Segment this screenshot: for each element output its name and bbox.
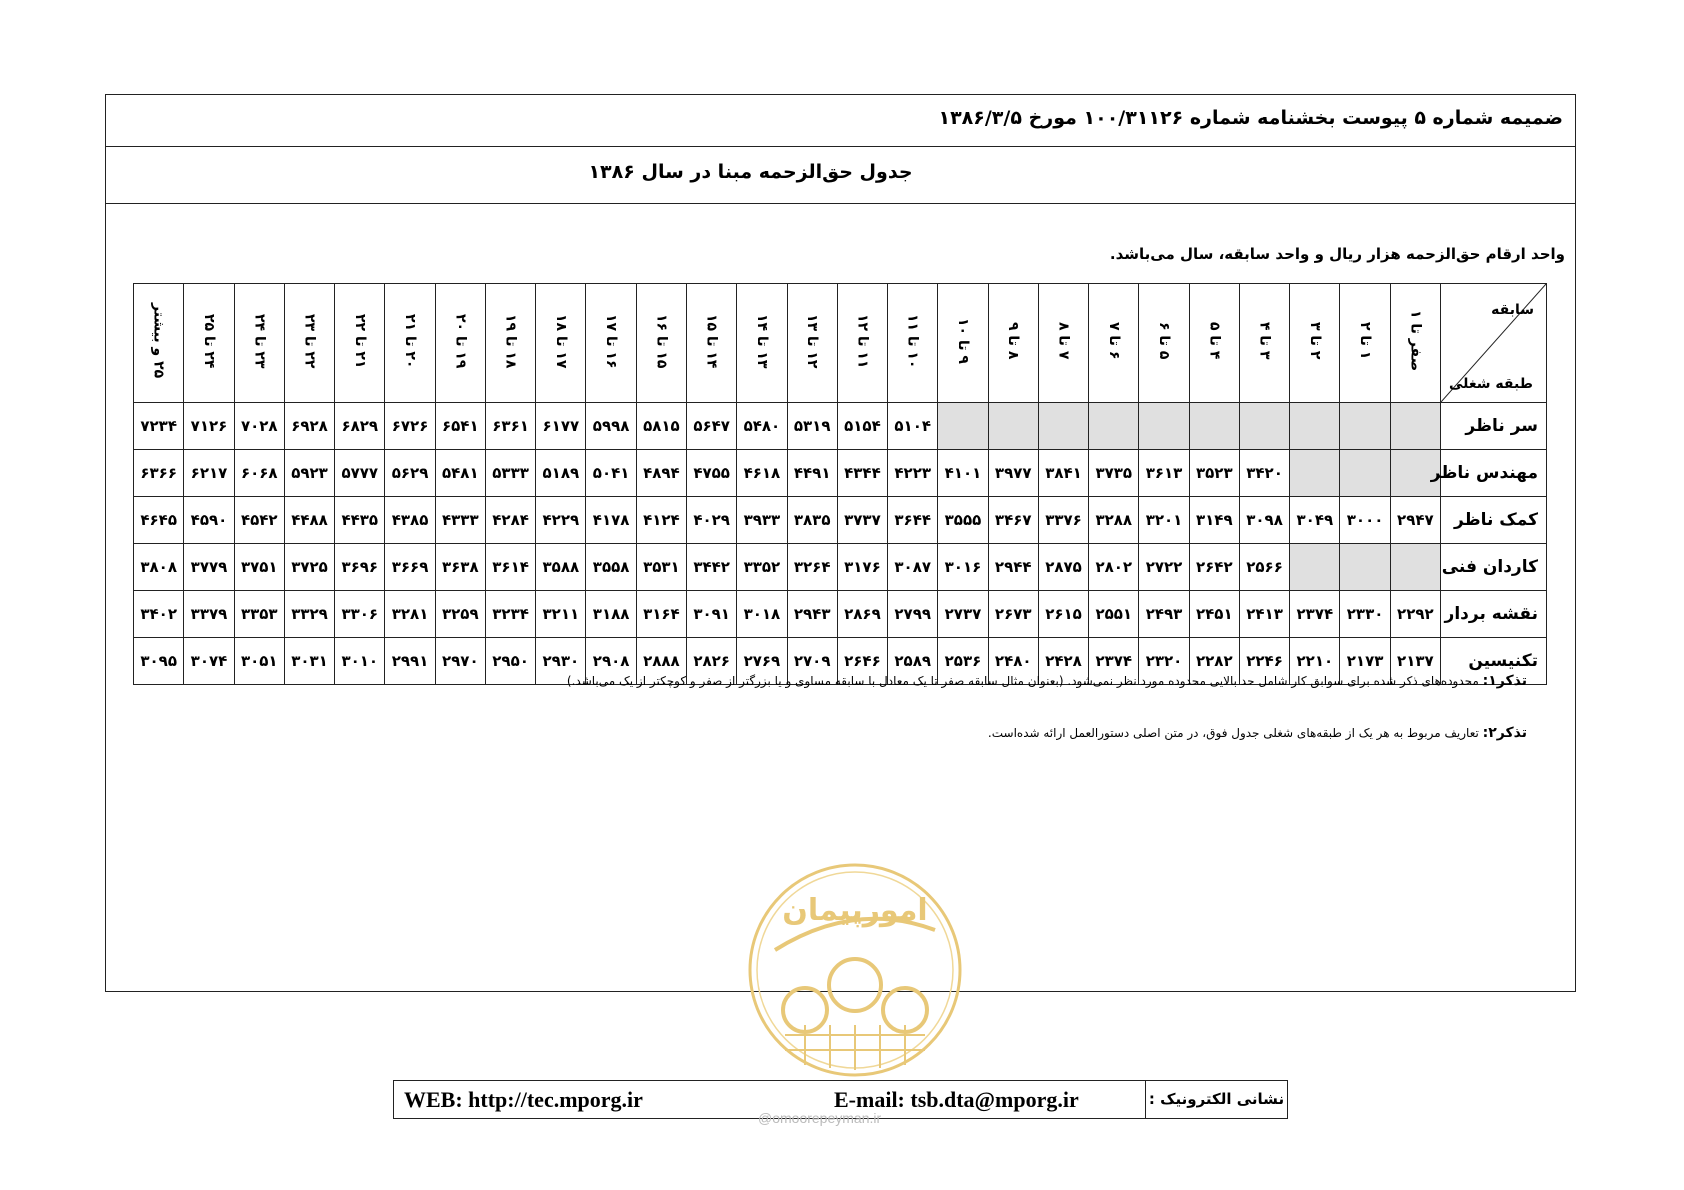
omoor-peyman-watermark-logo xyxy=(745,860,965,1080)
fee-cell: ۲۳۳۰ xyxy=(1340,591,1390,638)
fee-cell: ۲۸۲۶ xyxy=(687,638,737,685)
fee-cell: ۴۱۰۱ xyxy=(938,450,988,497)
fee-cell: ۳۷۷۹ xyxy=(184,544,234,591)
fee-cell: ۲۷۳۷ xyxy=(938,591,988,638)
fee-cell: ۳۲۵۹ xyxy=(435,591,485,638)
column-header xyxy=(134,284,184,403)
fee-cell: ۲۸۶۹ xyxy=(837,591,887,638)
column-header xyxy=(184,284,234,403)
column-header xyxy=(737,284,787,403)
fee-cell: ۲۱۳۷ xyxy=(1390,638,1440,685)
column-header xyxy=(1290,284,1340,403)
fee-cell: ۳۳۷۶ xyxy=(1038,497,1088,544)
empty-cell xyxy=(1290,403,1340,450)
page-title: جدول حق‌الزحمه مبنا در سال ۱۳۸۶ xyxy=(106,147,1575,204)
fee-cell: ۲۵۶۶ xyxy=(1239,544,1289,591)
column-header xyxy=(485,284,535,403)
fee-cell: ۵۹۲۳ xyxy=(284,450,334,497)
fee-cell: ۴۳۳۳ xyxy=(435,497,485,544)
fee-cell: ۵۰۴۱ xyxy=(586,450,636,497)
fee-cell: ۲۹۵۰ xyxy=(485,638,535,685)
fee-cell: ۶۳۶۶ xyxy=(134,450,184,497)
fee-cell: ۲۹۴۷ xyxy=(1390,497,1440,544)
fee-cell: ۵۴۸۱ xyxy=(435,450,485,497)
fee-cell: ۴۴۹۱ xyxy=(787,450,837,497)
column-header-label: ۶ تا ۷ xyxy=(1105,322,1122,360)
fee-cell: ۴۶۱۸ xyxy=(737,450,787,497)
fee-cell: ۶۳۶۱ xyxy=(485,403,535,450)
fee-cell: ۲۷۰۹ xyxy=(787,638,837,685)
fee-cell: ۳۷۵۱ xyxy=(234,544,284,591)
fee-cell: ۷۱۲۶ xyxy=(184,403,234,450)
fee-cell: ۵۳۱۹ xyxy=(787,403,837,450)
fee-cell: ۴۴۸۸ xyxy=(284,497,334,544)
experience-heading: سابقه xyxy=(1491,302,1534,318)
fee-cell: ۳۶۳۸ xyxy=(435,544,485,591)
column-header-label: ۴ تا ۵ xyxy=(1206,322,1223,360)
fee-cell: ۳۲۶۴ xyxy=(787,544,837,591)
fee-cell: ۳۰۱۶ xyxy=(938,544,988,591)
column-header-label: ۳ تا ۴ xyxy=(1256,322,1273,360)
empty-cell xyxy=(1340,544,1390,591)
column-header xyxy=(1189,284,1239,403)
column-header xyxy=(837,284,887,403)
fee-cell: ۲۲۸۲ xyxy=(1189,638,1239,685)
fee-cell: ۳۷۳۷ xyxy=(837,497,887,544)
fee-cell: ۲۴۸۰ xyxy=(988,638,1038,685)
column-header xyxy=(234,284,284,403)
empty-cell xyxy=(988,403,1038,450)
column-header-label: ۲۲ تا ۲۳ xyxy=(301,313,318,369)
fee-cell: ۳۲۳۴ xyxy=(485,591,535,638)
fee-cell: ۳۹۳۳ xyxy=(737,497,787,544)
fee-cell: ۳۰۷۴ xyxy=(184,638,234,685)
column-header-label: ۱۹ تا ۲۰ xyxy=(452,313,469,369)
empty-cell xyxy=(1038,403,1088,450)
unit-note: واحد ارقام حق‌الزحمه هزار ریال و واحد سابقه، سال می‌باشد. xyxy=(1109,245,1565,263)
table-row xyxy=(134,591,1547,638)
attachment-header: ضمیمه شماره ۵ پیوست بخشنامه شماره ۱۰۰/۳۱۱۲۶ مورخ ۱۳۸۶/۳/۵ xyxy=(106,95,1575,147)
fee-cell: ۳۱۴۹ xyxy=(1189,497,1239,544)
watermark-logo-text: امورپیمان xyxy=(782,893,928,928)
fee-cell: ۳۰۹۸ xyxy=(1239,497,1289,544)
fee-cell: ۴۵۴۲ xyxy=(234,497,284,544)
document-frame xyxy=(105,94,1576,992)
empty-cell xyxy=(1290,450,1340,497)
fee-cell: ۴۸۹۴ xyxy=(636,450,686,497)
job-class-label: نقشه بردار xyxy=(1441,591,1547,638)
column-header xyxy=(335,284,385,403)
column-header-label: ۱۷ تا ۱۸ xyxy=(552,313,569,369)
fee-cell: ۳۶۶۹ xyxy=(385,544,435,591)
fee-cell: ۳۰۵۱ xyxy=(234,638,284,685)
fee-cell: ۲۳۷۴ xyxy=(1290,591,1340,638)
fee-cell: ۵۹۹۸ xyxy=(586,403,636,450)
note-1 xyxy=(567,673,1527,689)
fee-cell: ۲۴۱۳ xyxy=(1239,591,1289,638)
fee-cell: ۳۳۷۹ xyxy=(184,591,234,638)
fee-cell: ۳۷۳۵ xyxy=(1089,450,1139,497)
empty-cell xyxy=(1089,403,1139,450)
fee-cell: ۵۶۲۹ xyxy=(385,450,435,497)
fee-cell: ۲۵۳۶ xyxy=(938,638,988,685)
job-class-label: سر ناظر xyxy=(1441,403,1547,450)
column-header-label: ۱۵ تا ۱۶ xyxy=(653,313,670,369)
fee-cell: ۳۱۸۸ xyxy=(586,591,636,638)
fee-cell: ۳۶۹۶ xyxy=(335,544,385,591)
fee-cell: ۳۶۴۴ xyxy=(888,497,938,544)
fee-cell: ۲۶۴۶ xyxy=(837,638,887,685)
empty-cell xyxy=(1340,450,1390,497)
column-header xyxy=(938,284,988,403)
column-header xyxy=(1139,284,1189,403)
fee-cell: ۲۷۶۹ xyxy=(737,638,787,685)
column-header-label: ۲۳ تا ۲۴ xyxy=(251,313,268,369)
empty-cell xyxy=(1390,544,1440,591)
note-1-label: تذکر۱: xyxy=(1482,673,1527,689)
fee-cell: ۴۱۷۸ xyxy=(586,497,636,544)
job-class-label: کاردان فنی xyxy=(1441,544,1547,591)
fee-cell: ۲۳۲۰ xyxy=(1139,638,1189,685)
column-header xyxy=(888,284,938,403)
fee-cell: ۳۸۳۵ xyxy=(787,497,837,544)
fee-cell: ۵۳۳۳ xyxy=(485,450,535,497)
empty-cell xyxy=(1340,403,1390,450)
job-class-label: کمک ناظر xyxy=(1441,497,1547,544)
column-header xyxy=(586,284,636,403)
empty-cell xyxy=(938,403,988,450)
fee-cell: ۳۱۶۴ xyxy=(636,591,686,638)
fee-cell: ۳۲۰۱ xyxy=(1139,497,1189,544)
fee-cell: ۳۴۲۰ xyxy=(1239,450,1289,497)
fee-cell: ۴۲۸۴ xyxy=(485,497,535,544)
fee-cell: ۵۶۴۷ xyxy=(687,403,737,450)
empty-cell xyxy=(1189,403,1239,450)
table-row xyxy=(134,450,1547,497)
fee-cell: ۲۸۸۸ xyxy=(636,638,686,685)
fee-cell: ۶۸۲۹ xyxy=(335,403,385,450)
column-header xyxy=(385,284,435,403)
column-header-label: ۱۲ تا ۱۳ xyxy=(804,313,821,369)
fee-cell: ۳۰۱۰ xyxy=(335,638,385,685)
column-header-label: ۱۱ تا ۱۲ xyxy=(854,313,871,369)
job-class-heading: طبقه شغلی xyxy=(1449,376,1533,392)
fee-cell: ۵۸۱۵ xyxy=(636,403,686,450)
column-header-label: ۲۰ تا ۲۱ xyxy=(402,313,419,369)
fee-cell: ۳۰۸۷ xyxy=(888,544,938,591)
fee-cell: ۳۳۵۲ xyxy=(737,544,787,591)
fee-cell: ۳۳۵۳ xyxy=(234,591,284,638)
column-header xyxy=(636,284,686,403)
fee-cell: ۲۸۷۵ xyxy=(1038,544,1088,591)
fee-cell: ۳۹۷۷ xyxy=(988,450,1038,497)
fee-cell: ۳۴۰۲ xyxy=(134,591,184,638)
fee-cell: ۶۰۶۸ xyxy=(234,450,284,497)
fee-cell: ۳۰۰۰ xyxy=(1340,497,1390,544)
fee-cell: ۲۴۵۱ xyxy=(1189,591,1239,638)
fee-cell: ۵۴۸۰ xyxy=(737,403,787,450)
empty-cell xyxy=(1290,544,1340,591)
fee-cell: ۵۱۸۹ xyxy=(536,450,586,497)
fee-cell: ۴۲۲۹ xyxy=(536,497,586,544)
fee-cell: ۶۷۲۶ xyxy=(385,403,435,450)
column-header-label: ۵ تا ۶ xyxy=(1156,322,1173,360)
fee-cell: ۳۵۲۳ xyxy=(1189,450,1239,497)
fee-cell: ۳۲۸۱ xyxy=(385,591,435,638)
fee-cell: ۴۵۹۰ xyxy=(184,497,234,544)
fee-cell: ۲۹۴۳ xyxy=(787,591,837,638)
fee-cell: ۵۱۵۴ xyxy=(837,403,887,450)
fee-cell: ۲۷۲۲ xyxy=(1139,544,1189,591)
note-2-text: تعاریف مربوط به هر یک از طبقه‌های شغلی جدول فوق، در متن اصلی دستورالعمل ارائه شده‌است. xyxy=(987,726,1483,740)
fee-cell: ۳۸۴۱ xyxy=(1038,450,1088,497)
column-header-label: ۲۱ تا ۲۲ xyxy=(351,313,368,369)
column-header xyxy=(787,284,837,403)
fee-cell: ۶۵۴۱ xyxy=(435,403,485,450)
column-header-label: ۲ تا ۳ xyxy=(1306,322,1323,360)
column-header xyxy=(1239,284,1289,403)
fee-cell: ۳۰۱۸ xyxy=(737,591,787,638)
fee-cell: ۷۰۲۸ xyxy=(234,403,284,450)
fee-cell: ۴۷۵۵ xyxy=(687,450,737,497)
fee-cell: ۲۹۷۰ xyxy=(435,638,485,685)
fee-cell: ۳۳۰۶ xyxy=(335,591,385,638)
column-header-label: ۱۳ تا ۱۴ xyxy=(753,313,770,369)
column-header xyxy=(1038,284,1088,403)
fee-cell: ۲۲۹۲ xyxy=(1390,591,1440,638)
fee-cell: ۳۶۱۳ xyxy=(1139,450,1189,497)
fee-cell: ۳۲۸۸ xyxy=(1089,497,1139,544)
column-header-label: ۱۴ تا ۱۵ xyxy=(703,313,720,369)
fee-cell: ۳۳۲۹ xyxy=(284,591,334,638)
fee-cell: ۴۳۸۵ xyxy=(385,497,435,544)
fee-cell: ۲۵۵۱ xyxy=(1089,591,1139,638)
fee-cell: ۴۶۴۵ xyxy=(134,497,184,544)
watermark-handle: @omoorepeyman.ir xyxy=(758,1110,882,1126)
fee-cell: ۲۲۴۶ xyxy=(1239,638,1289,685)
fee-cell: ۴۲۲۳ xyxy=(888,450,938,497)
column-header-label: ۱ تا ۲ xyxy=(1357,322,1374,360)
column-header-label: صفر تا ۱ xyxy=(1407,310,1424,372)
column-header xyxy=(536,284,586,403)
column-header-label: ۲۴ تا ۲۵ xyxy=(200,313,217,369)
fee-cell: ۴۱۲۴ xyxy=(636,497,686,544)
column-header-label: ۱۶ تا ۱۷ xyxy=(603,313,620,369)
fee-cell: ۳۰۳۱ xyxy=(284,638,334,685)
fee-cell: ۲۷۹۹ xyxy=(888,591,938,638)
fee-cell: ۳۸۰۸ xyxy=(134,544,184,591)
fee-cell: ۲۸۰۲ xyxy=(1089,544,1139,591)
column-header xyxy=(1390,284,1440,403)
fee-cell: ۴۴۳۵ xyxy=(335,497,385,544)
email-link[interactable]: E-mail: tsb.dta@mporg.ir xyxy=(834,1087,1079,1112)
fee-cell: ۲۵۸۹ xyxy=(888,638,938,685)
fee-cell: ۲۶۷۳ xyxy=(988,591,1038,638)
fee-cell: ۵۱۰۴ xyxy=(888,403,938,450)
table-row xyxy=(134,544,1547,591)
empty-cell xyxy=(1239,403,1289,450)
fee-cell: ۲۳۷۴ xyxy=(1089,638,1139,685)
fee-cell: ۳۴۴۲ xyxy=(687,544,737,591)
fee-cell: ۳۲۱۱ xyxy=(536,591,586,638)
column-header-label: ۲۵ و بیشتر xyxy=(150,303,167,379)
column-header xyxy=(687,284,737,403)
fee-cell: ۳۴۶۷ xyxy=(988,497,1038,544)
note-1-text: محدوده‌های ذکر شده برای سوابق کار شامل حد بالایی محدوده مورد نظر نمی‌شود. (بعنوان مثال سابقه صفر تا یک معادل با سابقه مساوی و یا بزرگتر از صفر و کوچکتر از یک می‌باشد.) xyxy=(566,674,1483,688)
website-link[interactable]: WEB: http://tec.mporg.ir xyxy=(404,1087,643,1112)
fee-cell: ۴۳۴۴ xyxy=(837,450,887,497)
job-class-label: تکنیسین xyxy=(1441,638,1547,685)
table-row xyxy=(134,497,1547,544)
fee-cell: ۳۰۴۹ xyxy=(1290,497,1340,544)
fee-cell: ۲۶۴۲ xyxy=(1189,544,1239,591)
column-header-label: ۱۸ تا ۱۹ xyxy=(502,313,519,369)
column-header xyxy=(1340,284,1390,403)
fee-cell: ۴۰۲۹ xyxy=(687,497,737,544)
fee-cell: ۷۲۳۴ xyxy=(134,403,184,450)
fee-table xyxy=(133,283,1547,685)
column-header xyxy=(988,284,1038,403)
fee-cell: ۳۵۵۸ xyxy=(586,544,636,591)
column-header-label: ۸ تا ۹ xyxy=(1005,322,1022,360)
fee-cell: ۲۴۹۳ xyxy=(1139,591,1189,638)
empty-cell xyxy=(1139,403,1189,450)
fee-cell: ۲۴۲۸ xyxy=(1038,638,1088,685)
fee-cell: ۲۱۷۳ xyxy=(1340,638,1390,685)
contact-label: نشانی الکترونیک : xyxy=(1145,1081,1287,1118)
fee-cell: ۶۲۱۷ xyxy=(184,450,234,497)
fee-cell: ۲۶۱۵ xyxy=(1038,591,1088,638)
column-header-label: ۹ تا ۱۰ xyxy=(954,318,971,364)
note-2 xyxy=(988,725,1527,741)
column-header-label: ۱۰ تا ۱۱ xyxy=(904,313,921,369)
fee-cell: ۳۵۵۵ xyxy=(938,497,988,544)
fee-cell: ۳۱۷۶ xyxy=(837,544,887,591)
table-row xyxy=(134,403,1547,450)
column-header-label: ۷ تا ۸ xyxy=(1055,322,1072,360)
fee-cell: ۳۰۹۱ xyxy=(687,591,737,638)
table-corner-cell xyxy=(1441,284,1547,403)
fee-cell: ۲۹۰۸ xyxy=(586,638,636,685)
fee-cell: ۳۶۱۴ xyxy=(485,544,535,591)
fee-cell: ۳۷۲۵ xyxy=(284,544,334,591)
fee-cell: ۶۱۷۷ xyxy=(536,403,586,450)
empty-cell xyxy=(1390,403,1440,450)
fee-cell: ۲۹۳۰ xyxy=(536,638,586,685)
fee-cell: ۵۷۷۷ xyxy=(335,450,385,497)
fee-cell: ۳۵۳۱ xyxy=(636,544,686,591)
fee-cell: ۶۹۲۸ xyxy=(284,403,334,450)
fee-cell: ۳۵۸۸ xyxy=(536,544,586,591)
fee-cell: ۲۹۴۴ xyxy=(988,544,1038,591)
column-header xyxy=(1089,284,1139,403)
fee-cell: ۲۹۹۱ xyxy=(385,638,435,685)
column-header xyxy=(284,284,334,403)
note-2-label: تذکر۲: xyxy=(1482,725,1527,741)
column-header xyxy=(435,284,485,403)
job-class-label: مهندس ناظر xyxy=(1441,450,1547,497)
fee-cell: ۳۰۹۵ xyxy=(134,638,184,685)
fee-cell: ۲۲۱۰ xyxy=(1290,638,1340,685)
